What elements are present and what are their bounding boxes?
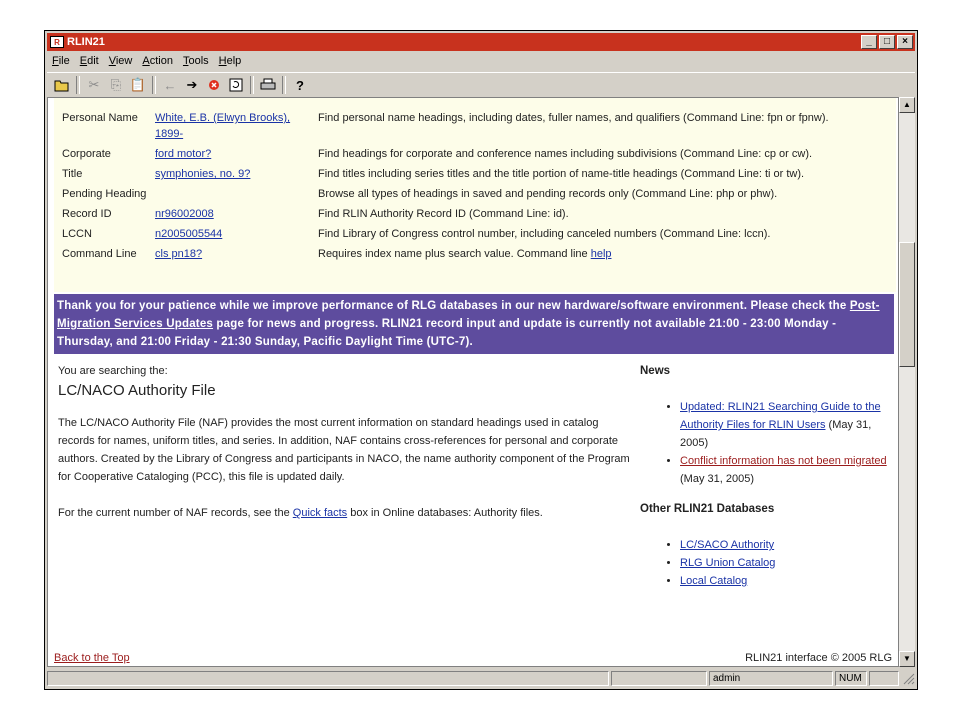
menu-file[interactable]: File: [52, 55, 70, 67]
index-description: Find Library of Congress control number, including canceled numbers (Command Line: lccn).: [318, 228, 771, 240]
table-row: [58, 244, 833, 264]
print-icon[interactable]: [257, 75, 279, 95]
close-button[interactable]: ×: [897, 35, 913, 49]
sidebar: [640, 362, 895, 602]
example-link[interactable]: symphonies, no. 9?: [155, 168, 251, 180]
list-item: [680, 554, 895, 572]
database-info: [58, 362, 633, 522]
index-name: Corporate: [62, 148, 111, 160]
menu-view[interactable]: View: [108, 55, 133, 67]
window-title: RLIN21: [67, 36, 105, 48]
table-row: [58, 224, 833, 244]
database-title: LC/NACO Authority File: [58, 382, 216, 399]
app-icon: R: [50, 36, 64, 48]
index-description: Find headings for corporate and conference names including subdivisions (Command Line: cp or cw).: [318, 148, 813, 160]
searching-label: You are searching the:: [58, 365, 168, 377]
news-list: [640, 398, 895, 488]
stop-icon[interactable]: [203, 75, 225, 95]
search-index-table: [58, 108, 833, 264]
copy-icon[interactable]: ⎘: [110, 77, 122, 92]
command-line-help-link[interactable]: help: [590, 248, 612, 260]
banner-text: Thank you for your patience while we improve performance of RLG databases in our new hardware/software environment. Please check the: [57, 300, 850, 312]
scroll-down-arrow-icon[interactable]: ▼: [899, 651, 915, 667]
other-databases-list: [640, 536, 895, 590]
status-message: [47, 671, 609, 686]
post-migration-updates-link[interactable]: Post-Migration Services Updates: [57, 300, 880, 330]
other-databases-heading: Other RLIN21 Databases: [640, 503, 775, 515]
toolbar-separator: [250, 76, 254, 94]
index-description: Find RLIN Authority Record ID (Command Line: id).: [318, 208, 569, 220]
title-bar: [47, 33, 915, 51]
index-description: Find personal name headings, including dates, fuller names, and qualifiers (Command Line: fpn or fpnw).: [318, 112, 829, 124]
menu-tools[interactable]: Tools: [182, 55, 209, 67]
refresh-icon[interactable]: [225, 75, 247, 95]
example-link[interactable]: n2005005544: [155, 228, 223, 240]
forward-arrow-icon[interactable]: ➔: [186, 77, 198, 92]
database-link[interactable]: Local Catalog: [680, 575, 748, 587]
resize-grip-icon[interactable]: [901, 671, 915, 685]
status-blank: [611, 671, 707, 686]
index-description: Browse all types of headings in saved and pending records only (Command Line: php or phw).: [318, 188, 778, 200]
banner-text: page for news and progress. RLIN21 record input and update is currently not available 21:00 - 23:00 Monday - Thursday, and 21:00 Friday - 21:30 Sunday, Pacific Daylight Time (UTC-7).: [57, 318, 837, 348]
status-user: admin: [709, 671, 833, 686]
table-row: [58, 144, 833, 164]
index-name: Title: [62, 168, 83, 180]
table-row: [58, 108, 833, 144]
help-icon[interactable]: ?: [296, 77, 304, 93]
status-bar: [47, 669, 915, 687]
back-arrow-icon[interactable]: ←: [163, 77, 177, 93]
menu-edit[interactable]: Edit: [79, 55, 99, 67]
index-name: Record ID: [62, 208, 112, 220]
index-name: Command Line: [62, 248, 137, 260]
toolbar-separator: [76, 76, 80, 94]
menu-help[interactable]: Help: [218, 55, 242, 67]
example-link[interactable]: cls pn18?: [155, 248, 203, 260]
example-link[interactable]: ford motor?: [155, 148, 212, 160]
scroll-thumb[interactable]: [899, 242, 915, 367]
search-index-panel: [54, 98, 896, 292]
app-window: [44, 30, 918, 690]
list-item: [680, 536, 895, 554]
table-row: [58, 164, 833, 184]
paste-icon[interactable]: 📋: [129, 77, 147, 92]
status-blank: [869, 671, 899, 686]
migration-notice-banner: [54, 294, 894, 354]
web-content: [47, 97, 899, 667]
list-item: • Conflict information has not been migrated (May 31, 2005): [680, 452, 895, 488]
index-description: Find titles including series titles and the title portion of name-title headings (Command Line: ti or tw).: [318, 168, 805, 180]
copyright-text: RLIN21 interface © 2005 RLG: [745, 652, 892, 664]
minimize-button[interactable]: _: [861, 35, 877, 49]
example-link[interactable]: nr96002008: [155, 208, 214, 220]
list-item: [680, 572, 895, 590]
database-link[interactable]: LC/SACO Authority: [680, 539, 775, 551]
toolbar: [47, 72, 915, 98]
table-row: [58, 184, 833, 204]
open-folder-icon[interactable]: [51, 75, 73, 95]
vertical-scrollbar[interactable]: [899, 97, 915, 667]
maximize-button[interactable]: □: [879, 35, 895, 49]
example-link[interactable]: White, E.B. (Elwyn Brooks), 1899-: [155, 112, 291, 140]
table-row: [58, 204, 833, 224]
database-description: The LC/NACO Authority File (NAF) provides the most current information on standard headings used in catalog records for names, uniform titles, and series. In addition, NAF contains cross-references for personal and corporate authors. Created by the Library of Congress and participants in NACO, the name authority component of the Program for Cooperative Cataloging (PCC), this file is updated daily.: [58, 417, 630, 483]
index-name: Personal Name: [62, 112, 138, 124]
menu-bar: [47, 52, 915, 70]
scroll-up-arrow-icon[interactable]: ▲: [899, 97, 915, 113]
news-heading: News: [640, 365, 671, 377]
toolbar-separator: [282, 76, 286, 94]
status-num: NUM: [835, 671, 867, 686]
quick-facts-link[interactable]: Quick facts: [292, 507, 348, 519]
back-to-top-link[interactable]: Back to the Top: [54, 652, 130, 664]
toolbar-separator: [152, 76, 156, 94]
cut-icon[interactable]: ✂: [88, 77, 100, 92]
example-empty: [151, 184, 314, 204]
index-description: Requires index name plus search value. Command line help: [318, 248, 612, 260]
news-link[interactable]: Conflict information has not been migrated: [680, 455, 887, 467]
list-item: • Updated: RLIN21 Searching Guide to the Authority Files for RLIN Users (May 31, 2005): [680, 398, 895, 452]
index-name: Pending Heading: [62, 188, 147, 200]
news-link[interactable]: Updated: RLIN21 Searching Guide to the Authority Files for RLIN Users: [680, 401, 881, 431]
quick-facts-paragraph: For the current number of NAF records, see the Quick facts box in Online databases: Authority files.: [58, 507, 543, 519]
index-name: LCCN: [62, 228, 92, 240]
database-link[interactable]: RLG Union Catalog: [680, 557, 776, 569]
menu-action[interactable]: Action: [142, 55, 173, 67]
